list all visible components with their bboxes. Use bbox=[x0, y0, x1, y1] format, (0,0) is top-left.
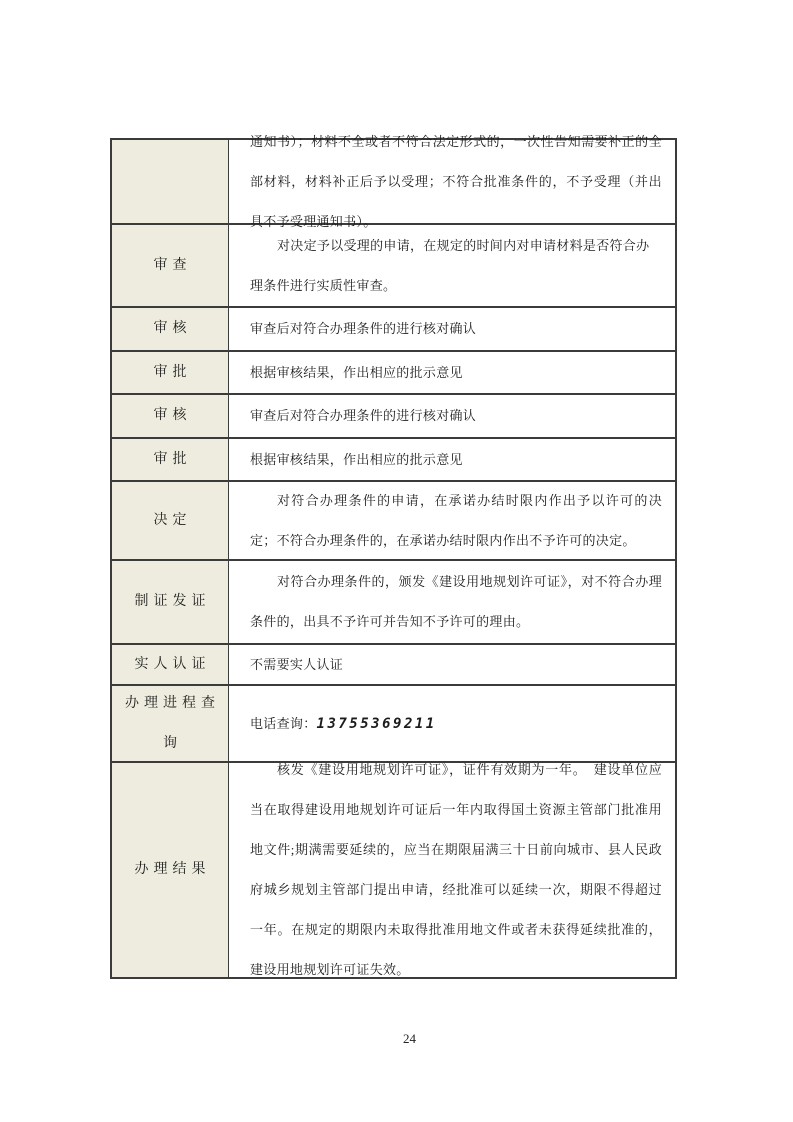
row-label: 办理进程查询 bbox=[112, 686, 229, 761]
row-label: 审批 bbox=[112, 439, 229, 480]
table-row bbox=[112, 439, 675, 482]
table-row bbox=[112, 308, 675, 352]
row-content-text: 电话查询： bbox=[250, 715, 317, 731]
row-label bbox=[112, 140, 229, 223]
row-content-text: 审查后对符合办理条件的进行核对确认 bbox=[250, 321, 477, 336]
row-label: 制证发证 bbox=[112, 561, 229, 643]
table-row bbox=[112, 352, 675, 395]
table-row bbox=[112, 133, 675, 229]
table-row bbox=[112, 225, 675, 308]
row-content bbox=[229, 763, 675, 977]
row-content bbox=[229, 439, 675, 480]
row-content-text: 根据审核结果，作出相应的批示意见 bbox=[250, 364, 463, 380]
row-content bbox=[229, 133, 675, 229]
row-label: 办理结果 bbox=[112, 763, 229, 977]
row-content-text: 对决定予以受理的申请，在规定的时间内对申请材料是否符合办理条件进行实质性审查。 bbox=[250, 237, 650, 293]
row-content bbox=[229, 308, 675, 350]
row-label: 审查 bbox=[112, 225, 229, 306]
row-label: 审核 bbox=[112, 308, 229, 350]
phone-number: 13755369211 bbox=[316, 715, 437, 732]
row-content-text: 核发《建设用地规划许可证》，证件有效期为一年。 建设单位应当在取得建设用地规划许可证后一年内取得国土资源主管部门批准用地文件;期满需要延续的，应当在期限届满三十日前向城市、县人民政府城乡规划主管部门提出申请，经批准可以延续一次，期限不得超过一年。在规定的期限内未取得批准用地文件或者未获得延续批准的，建设用地规划许可证失效。 bbox=[250, 762, 662, 977]
table-row bbox=[112, 763, 675, 977]
row-content-text: 审查后对符合办理条件的进行核对确认 bbox=[250, 408, 477, 423]
table-row bbox=[112, 645, 675, 686]
row-content-text: 不需要实人认证 bbox=[250, 656, 344, 672]
row-content-text: 根据审核结果，作出相应的批示意见 bbox=[250, 451, 463, 467]
row-content bbox=[229, 352, 675, 393]
row-content bbox=[229, 561, 675, 643]
row-label: 决定 bbox=[112, 482, 229, 559]
row-content bbox=[229, 225, 675, 306]
row-content-text: 通知书）；材料不全或者不符合法定形式的，一次性告知需要补正的全部材料，材料补正后予以受理；不符合批准条件的，不予受理（并出具不予受理通知书）。 bbox=[250, 133, 662, 229]
document-table bbox=[110, 133, 677, 979]
row-content bbox=[229, 482, 675, 559]
page-number: 24 bbox=[403, 1031, 416, 1046]
row-label: 审核 bbox=[112, 395, 229, 437]
row-content-text: 对符合办理条件的申请，在承诺办结时限内作出予以许可的决定；不符合办理条件的，在承诺办结时限内作出不予许可的决定。 bbox=[250, 492, 662, 548]
row-content bbox=[229, 645, 675, 684]
table-row bbox=[112, 561, 675, 645]
row-content-text: 对符合办理条件的，颁发《建设用地规划许可证》，对不符合办理条件的，出具不予许可并告知不予许可的理由。 bbox=[250, 574, 662, 629]
row-label: 审批 bbox=[112, 352, 229, 393]
row-content bbox=[229, 395, 675, 437]
table-row bbox=[112, 482, 675, 561]
table-row bbox=[112, 395, 675, 439]
row-label: 实人认证 bbox=[112, 645, 229, 684]
